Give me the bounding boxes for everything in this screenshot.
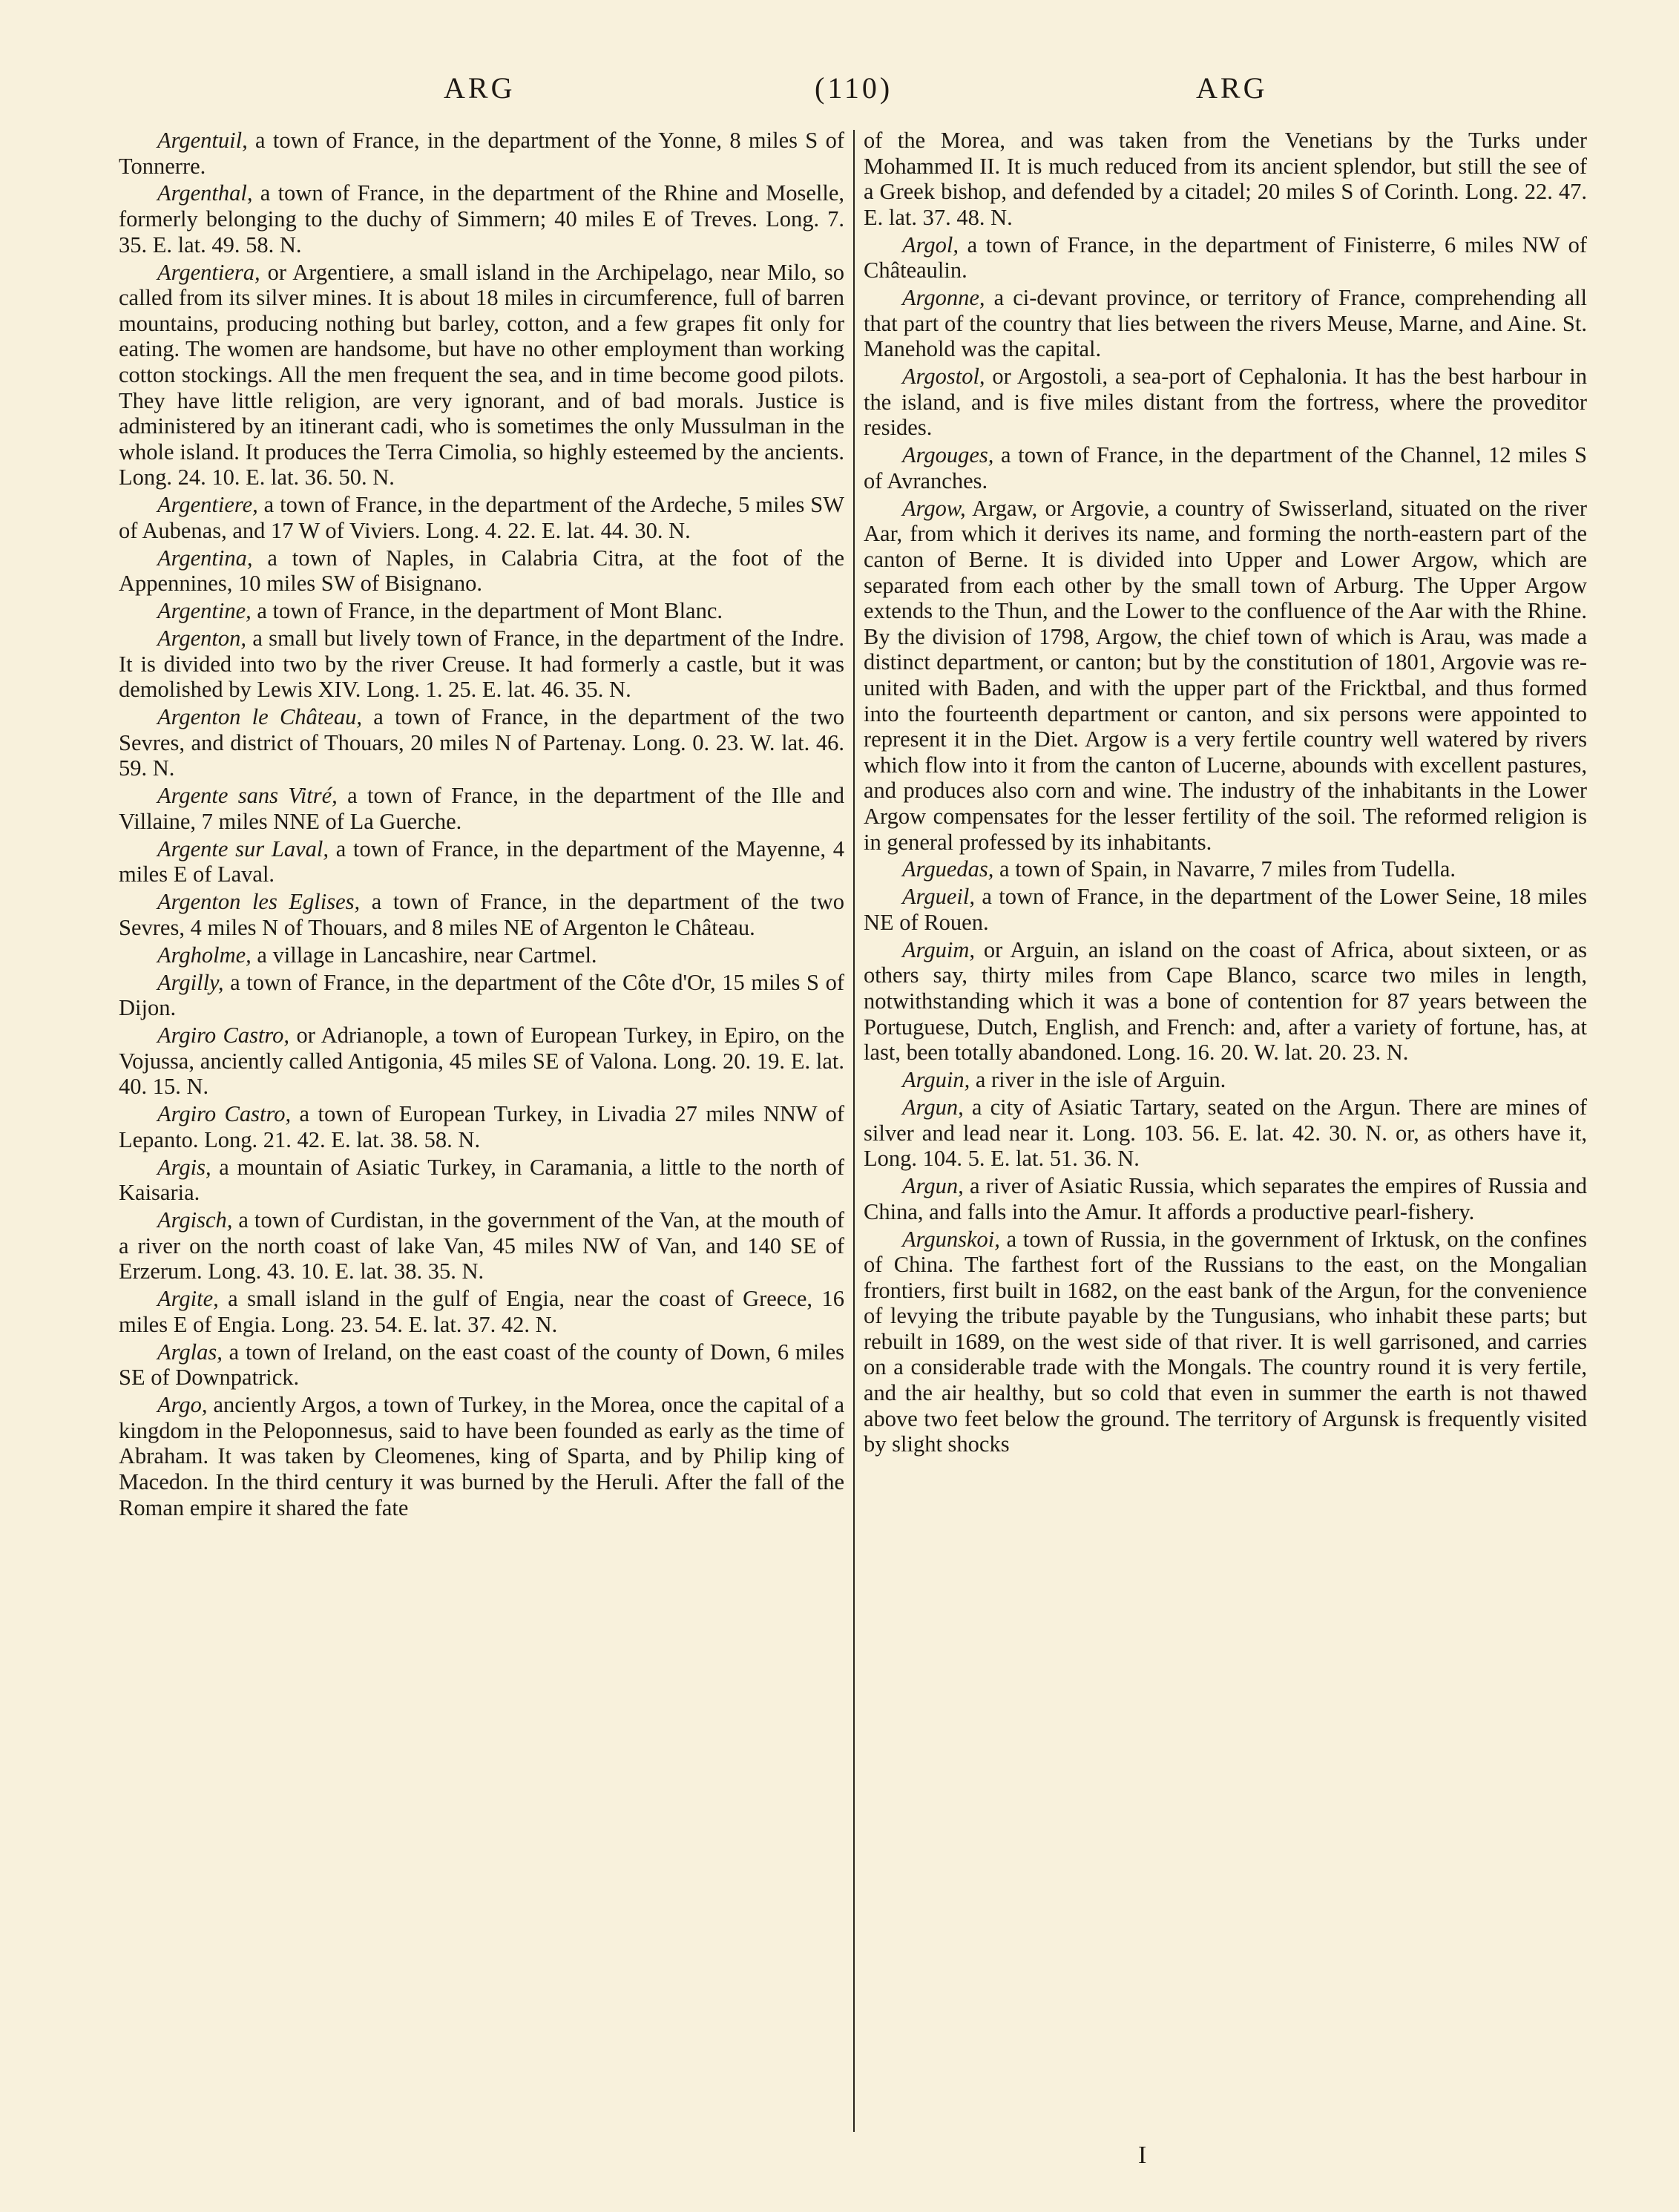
entry-text: a town of European Turkey, in Livadia 27 miles NNW of Lepanto. Long. 21. 42. E. lat. 38. 58. N. xyxy=(119,1101,844,1152)
column-divider xyxy=(853,130,855,2132)
entry-text: a river in the isle of Arguin. xyxy=(970,1067,1226,1093)
page-header xyxy=(0,70,1679,115)
dictionary-entry xyxy=(864,1173,1587,1224)
entry-text: anciently Argos, a town of Turkey, in the Morea, once the capital of a kingdom in the Peloponnesus, said to have been founded as early as the time of Abraham. It was taken by Cleomenes, king of Sparta, and by Philip king of Macedon. In the third century it was burned by the Heruli. After the fall of the Roman empire it shared the fate xyxy=(119,1392,844,1520)
dictionary-entry xyxy=(119,1392,844,1520)
dictionary-entry xyxy=(119,598,844,624)
entry-term: Argente sans Vitré, xyxy=(157,783,338,809)
dictionary-entry xyxy=(864,285,1587,362)
entry-text: a town of France, in the department of the Côte d'Or, 15 miles S of Dijon. xyxy=(119,969,844,1021)
entry-term: Argow, xyxy=(902,495,966,521)
entry-text: a city of Asiatic Tartary, seated on the Argun. There are mines of silver and lead near it. Long. 103. 56. E. lat. 42. 30. N. or, as others have it, Long. 104. 5. E. lat. 51. 36. N. xyxy=(864,1094,1587,1172)
entry-text: a town of Spain, in Navarre, 7 miles from Tudella. xyxy=(993,856,1456,882)
entry-text: a small but lively town of France, in the department of the Indre. It is divided into two by the river Creuse. It had formerly a castle, but it was demolished by Lewis XIV. Long. 1. 25. E. lat. 46. 35. N. xyxy=(119,626,844,703)
entry-text: or Arguin, an island on the coast of Africa, about sixteen, or as others say, thirty miles from Cape Blanco, scarce two miles in length, notwithstanding which it was a bone of contention for 87 years between the Portuguese, Dutch, English, and French: and, after a variety of fortune, has, at last, been totally abandoned. Long. 16. 20. W. lat. 20. 23. N. xyxy=(864,936,1587,1066)
dictionary-entry xyxy=(119,970,844,1021)
dictionary-entry xyxy=(119,180,844,257)
entry-text: or Argentiere, a small island in the Archipelago, near Milo, so called from its silver mines. It is about 18 miles in circumference, full of barren mountains, producing nothing but barley, cotton, and a few grapes fit only for eating. The women are handsome, but have no other employment than working cotton stockings. All the men frequent the sea, and in time become good pilots. They have little religion, are very ignorant, and of bad morals. Justice is administered by an itinerant cadi, who is sometimes the only Mussulman in the whole island. It produces the Terra Cimolia, so highly esteemed by the ancients. Long. 24. 10. E. lat. 36. 50. N. xyxy=(119,259,844,490)
dictionary-entry xyxy=(119,1286,844,1337)
entry-term: Argentiera, xyxy=(157,259,260,285)
running-head-left: ARG xyxy=(444,71,516,105)
dictionary-entry xyxy=(119,836,844,887)
entry-text: a town of Ireland, on the east coast of the county of Down, 6 miles SE of Downpatrick. xyxy=(119,1339,844,1391)
dictionary-entry xyxy=(864,856,1587,882)
entry-text: a mountain of Asiatic Turkey, in Caramania, a little to the north of Kaisaria. xyxy=(119,1154,844,1206)
entry-text: a ci-devant province, or territory of France, comprehending all that part of the country that lies between the rivers Meuse, Marne, and Aine. St. Manehold was the capital. xyxy=(864,285,1587,362)
entry-term: Argueil, xyxy=(902,884,975,910)
dictionary-entry xyxy=(864,128,1587,230)
dictionary-entry xyxy=(119,942,844,968)
dictionary-entry xyxy=(119,1207,844,1284)
entry-text: a town of France, in the department of Finisterre, 6 miles NW of Châteaulin. xyxy=(864,232,1587,283)
entry-term: Arguedas, xyxy=(902,856,994,882)
entry-text: a town of Curdistan, in the government of the Van, at the mouth of a river on the north coast of lake Van, 45 miles NW of Van, and 140 SE of Erzerum. Long. 43. 10. E. lat. 38. 35. N. xyxy=(119,1207,844,1284)
dictionary-entry xyxy=(119,783,844,834)
dictionary-entry xyxy=(864,364,1587,441)
entry-text: or Adrianople, a town of European Turkey, in Epiro, on the Vojussa, anciently called Antigonia, 45 miles SE of Valona. Long. 20. 19. E. lat. 40. 15. N. xyxy=(119,1023,845,1100)
entry-term: Argenton les Eglises, xyxy=(157,889,361,915)
entry-term: Argentuil, xyxy=(157,128,248,153)
running-head-right: ARG xyxy=(1196,71,1268,105)
entry-term: Argenton le Château, xyxy=(157,704,362,730)
entry-text: a town of France, in the department of the two Sevres, 4 miles N of Thouars, and 8 miles NE of Argenton le Château. xyxy=(119,889,844,940)
entry-text: a town of France, in the department of the two Sevres, and district of Thouars, 20 miles N of Partenay. Long. 0. 23. W. lat. 46. 59. N. xyxy=(119,704,844,781)
entry-term: Argis, xyxy=(157,1154,211,1180)
dictionary-entry xyxy=(119,260,844,490)
dictionary-entry xyxy=(119,1339,844,1391)
dictionary-entry xyxy=(864,496,1587,855)
entry-term: Arguim, xyxy=(902,936,975,962)
entry-text: a town of Naples, in Calabria Citra, at the foot of the Appennines, 10 miles SW of Bisignano. xyxy=(119,545,844,597)
entry-term: Argentine, xyxy=(157,598,252,624)
entry-text: of the Morea, and was taken from the Venetians by the Turks under Mohammed II. It is much reduced from its ancient splendor, but still the see of a Greek bishop, and defended by a citadel; 20 miles S of Corinth. Long. 22. 47. E. lat. 37. 48. N. xyxy=(864,128,1587,230)
dictionary-entry xyxy=(119,1101,844,1152)
dictionary-entry xyxy=(119,889,844,940)
dictionary-entry xyxy=(119,128,844,179)
entry-term: Argite, xyxy=(157,1286,219,1312)
dictionary-entry xyxy=(864,1094,1587,1172)
dictionary-entry xyxy=(864,232,1587,283)
entry-term: Argente sur Laval, xyxy=(157,836,329,862)
entry-text: a town of France, in the department of the Ille and Villaine, 7 miles NNE of La Guerche. xyxy=(119,783,844,834)
entry-term: Argholme, xyxy=(157,942,252,968)
dictionary-entry xyxy=(119,626,844,703)
entry-term: Argentiere, xyxy=(157,492,258,518)
entry-term: Argol, xyxy=(902,232,959,257)
entry-text: a town of Russia, in the government of Irktusk, on the confines of China. The farthest fort of the Russians to the east, on the Mongalian frontiers, first built in 1682, on the east bank of the Argun, for the convenience of levying the tribute payable by the Tungusians, who inhabit these parts; but rebuilt in 1689, on the west side of that river. It is well garrisoned, and carries on a considerable trade with the Mongals. The country round it is very fertile, and the air healthy, but so cold that even in summer the earth is not thawed above two feet below the ground. The territory of Argunsk is frequently visited by slight shocks xyxy=(864,1226,1587,1457)
entry-term: Argisch, xyxy=(157,1207,233,1233)
entry-term: Argenthal, xyxy=(157,180,253,206)
entry-text: a town of France, in the department of the Lower Seine, 18 miles NE of Rouen. xyxy=(864,884,1587,935)
entry-term: Argun, xyxy=(902,1173,964,1199)
dictionary-entry xyxy=(119,545,844,597)
entry-term: Argonne, xyxy=(902,285,985,311)
entry-text: a small island in the gulf of Engia, near the coast of Greece, 16 miles E of Engia. Long. 23. 54. E. lat. 37. 42. N. xyxy=(119,1286,844,1337)
entry-term: Argentina, xyxy=(157,545,253,571)
dictionary-entry xyxy=(864,884,1587,935)
dictionary-entry xyxy=(119,492,844,543)
dictionary-entry xyxy=(119,704,844,781)
entry-term: Argo, xyxy=(157,1392,208,1418)
dictionary-entry xyxy=(864,1227,1587,1457)
entry-text: Argaw, or Argovie, a country of Swisserland, situated on the river Aar, from which it derives its name, and forming the north-eastern part of the canton of Berne. It is divided into Upper and Lower Argow, which are separated from each other by the small town of Arburg. The Upper Argow extends to the Thun, and the Lower to the confluence of the Aar with the Rhine. By the division of 1798, Argow, the chief town of which is Arau, was made a distinct department, or canton; but by the constitution of 1801, Argovie was re-united with Baden, and with the upper part of the Fricktbal, and thus formed into the fourteenth department or canton, and six persons were appointed to represent it in the Diet. Argow is a very fertile country well watered by rivers which flow into it from the canton of Lucerne, abounds with excellent pastures, and produces also corn and wine. The industry of the inhabitants in the Lower Argow compensates for the lesser fertility of the soil. The reformed religion is in general professed by its inhabitants. xyxy=(864,495,1587,855)
entry-term: Arguin, xyxy=(902,1067,970,1093)
entry-term: Argiro Castro, xyxy=(157,1101,292,1127)
entry-text: a town of France, in the department of the Ardeche, 5 miles SW of Aubenas, and 17 W of Viviers. Long. 4. 22. E. lat. 44. 30. N. xyxy=(119,492,844,543)
entry-term: Argiro Castro, xyxy=(157,1023,290,1048)
dictionary-entry xyxy=(119,1155,844,1206)
signature-mark: I xyxy=(1138,2142,1147,2169)
right-column xyxy=(864,128,1587,1459)
dictionary-entry xyxy=(864,937,1587,1066)
entry-text: a town of France, in the department of the Yonne, 8 miles S of Tonnerre. xyxy=(119,128,844,179)
entry-text: a town of France, in the department of Mont Blanc. xyxy=(251,598,723,624)
entry-term: Arglas, xyxy=(157,1339,223,1365)
page-number: (110) xyxy=(815,71,893,105)
dictionary-entry xyxy=(864,1067,1587,1093)
entry-term: Argun, xyxy=(902,1094,964,1120)
entry-text: a town of France, in the department of the Channel, 12 miles S of Avranches. xyxy=(864,442,1587,493)
entry-text: or Argostoli, a sea-port of Cephalonia. It has the best harbour in the island, and is five miles distant from the fortress, where the proveditor resides. xyxy=(864,364,1587,441)
entry-text: a village in Lancashire, near Cartmel. xyxy=(251,942,597,968)
dictionary-entry xyxy=(119,1023,844,1100)
entry-term: Argilly, xyxy=(157,969,224,995)
entry-term: Argostol, xyxy=(902,364,985,390)
entry-term: Argunskoi, xyxy=(902,1226,1000,1252)
entry-term: Argenton, xyxy=(157,626,247,652)
entry-text: a town of France, in the department of the Mayenne, 4 miles E of Laval. xyxy=(119,836,844,887)
entry-term: Argouges, xyxy=(902,442,994,468)
left-column xyxy=(119,128,844,1522)
entry-text: a town of France, in the department of the Rhine and Moselle, formerly belonging to the duchy of Simmern; 40 miles E of Treves. Long. 7. 35. E. lat. 49. 58. N. xyxy=(119,180,844,257)
dictionary-entry xyxy=(864,442,1587,493)
entry-text: a river of Asiatic Russia, which separates the empires of Russia and China, and falls into the Amur. It affords a productive pearl-fishery. xyxy=(864,1173,1587,1224)
